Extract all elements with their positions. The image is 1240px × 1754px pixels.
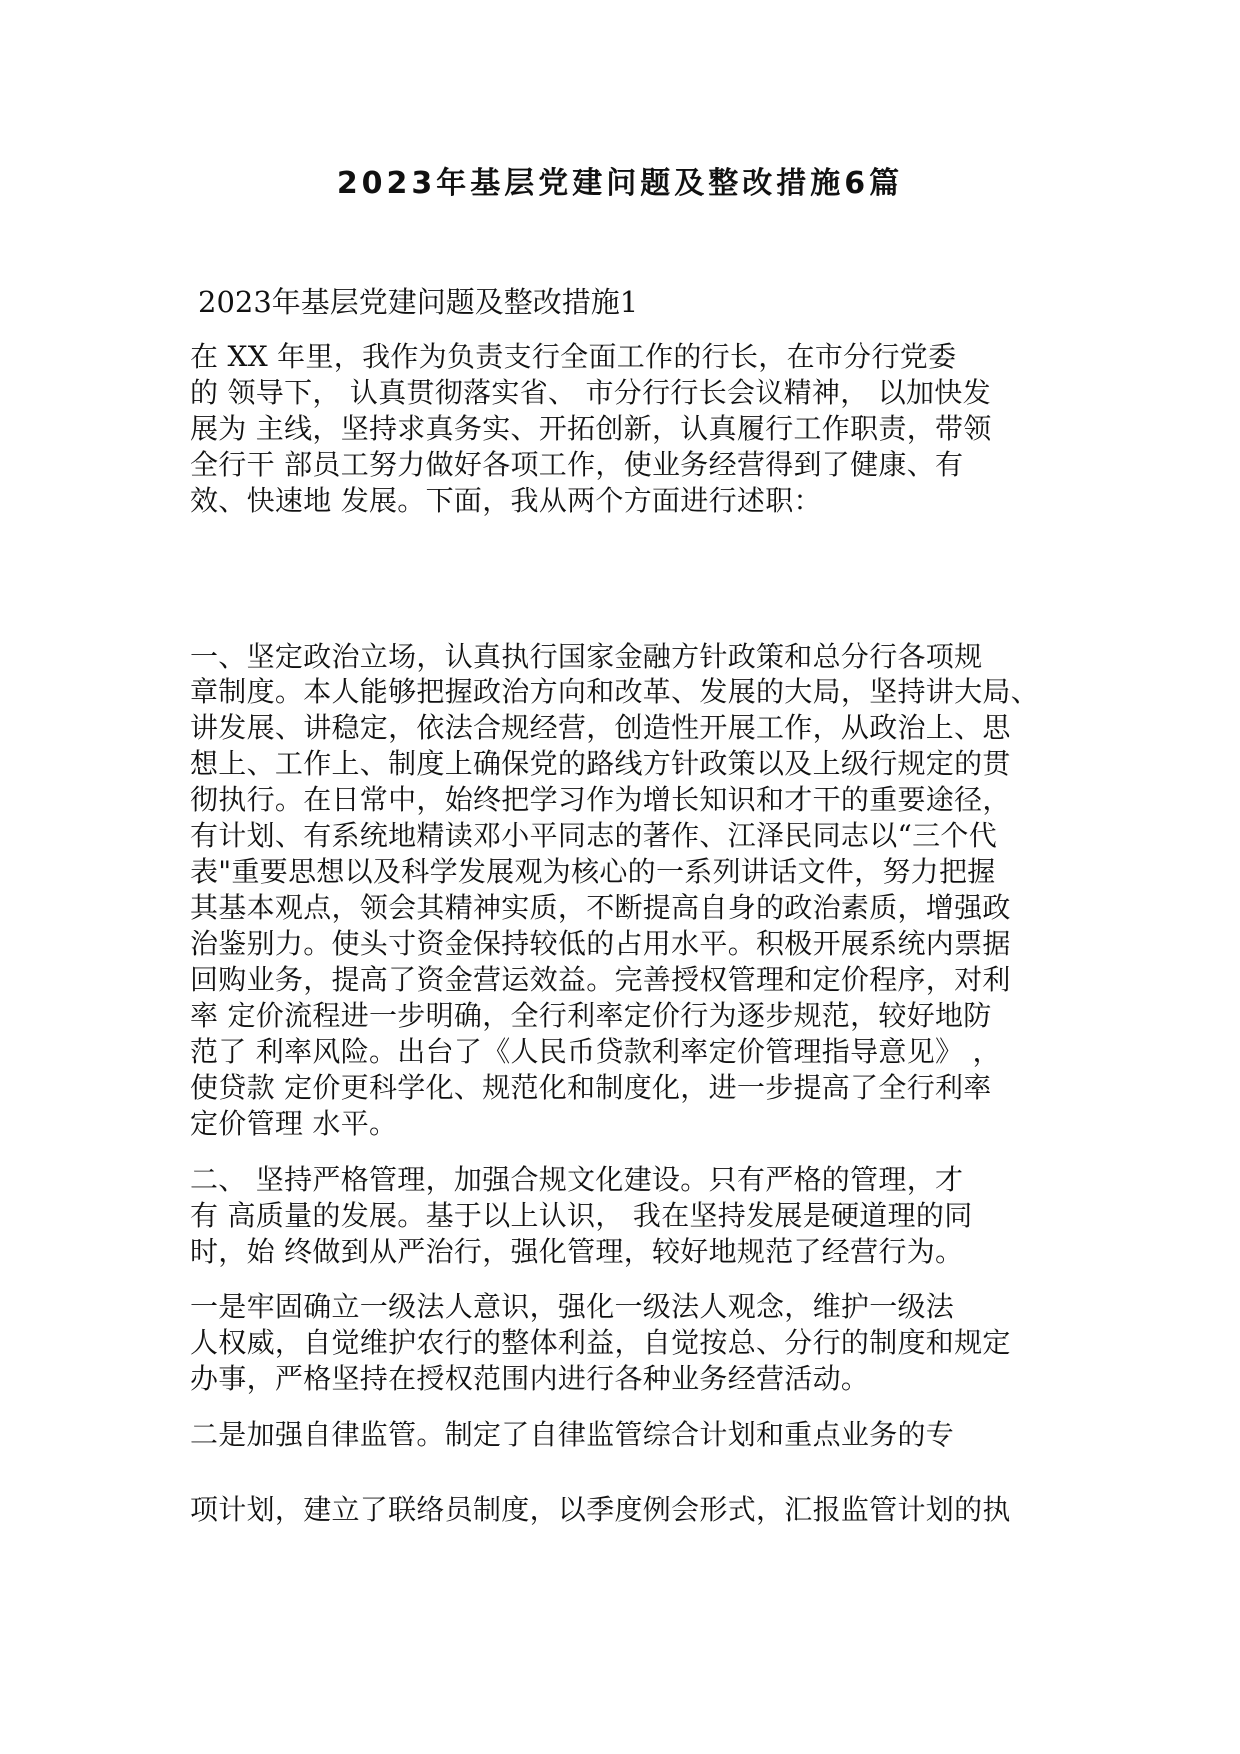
text-line: 展为 主线，坚持求真务实、开拓创新，认真履行工作职责，带领 <box>190 412 992 445</box>
text-line: 治鉴别力。使头寸资金保持较低的占用水平。积极开展系统内票据 <box>190 927 1011 960</box>
text-line: 一是牢固确立一级法人意识，强化一级法人观念，维护一级法 <box>190 1290 955 1323</box>
text-line: 定价管理 水平。 <box>190 1107 398 1140</box>
text-line: 人权威，自觉维护农行的整体利益，自觉按总、分行的制度和规定 <box>190 1326 1011 1359</box>
text-line: 办事，严格坚持在授权范围内进行各种业务经营活动。 <box>190 1362 870 1395</box>
text-line: 二是加强自律监管。制定了自律监管综合计划和重点业务的专 <box>190 1418 955 1451</box>
text-line: 使贷款 定价更科学化、规范化和制度化，进一步提高了全行利率 <box>190 1071 992 1104</box>
text-line: 二、 坚持严格管理，加强合规文化建设。只有严格的管理，才 <box>190 1163 964 1196</box>
text-line: 其基本观点，领会其精神实质，不断提高自身的政治素质，增强政 <box>190 891 1011 924</box>
text-line: 一、坚定政治立场，认真执行国家金融方针政策和总分行各项规 <box>190 640 983 673</box>
text-line: 有 高质量的发展。基于以上认识， 我在坚持发展是硬道理的同 <box>190 1199 973 1232</box>
text-line: 的 领导下， 认真贯彻落实省、 市分行行长会议精神， 以加快发 <box>190 376 991 409</box>
text-line: 在 XX 年里，我作为负责支行全面工作的行长，在市分行党委 <box>190 340 957 373</box>
text-line: 范了 利率风险。出台了《人民币贷款利率定价管理指导意见》 ， <box>190 1035 1001 1068</box>
text-line: 彻执行。在日常中，始终把学习作为增长知识和才干的重要途径， <box>190 783 1011 816</box>
text-line: 项计划，建立了联络员制度，以季度例会形式，汇报监管计划的执 <box>190 1493 1011 1526</box>
text-line: 章制度。本人能够把握政治方向和改革、发展的大局，坚持讲大局、 <box>190 675 1040 708</box>
text-line: 表"重要思想以及科学发展观为核心的一系列讲话文件，努力把握 <box>190 855 996 888</box>
section-heading: 2023年基层党建问题及整改措施1 <box>198 285 639 319</box>
text-line: 全行干 部员工努力做好各项工作，使业务经营得到了健康、有 <box>190 448 964 481</box>
text-line: 回购业务，提高了资金营运效益。完善授权管理和定价程序，对利 <box>190 963 1011 996</box>
text-line: 讲发展、讲稳定，依法合规经营，创造性开展工作，从政治上、思 <box>190 711 1011 744</box>
text-line: 效、快速地 发展。下面，我从两个方面进行述职： <box>190 484 822 517</box>
text-line: 有计划、有系统地精读邓小平同志的著作、江泽民同志以“三个代 <box>190 819 998 852</box>
text-line: 想上、工作上、制度上确保党的路线方针政策以及上级行规定的贯 <box>190 747 1011 780</box>
text-line: 时，始 终做到从严治行，强化管理，较好地规范了经营行为。 <box>190 1235 964 1268</box>
text-line: 率 定价流程进一步明确，全行利率定价行为逐步规范，较好地防 <box>190 999 992 1032</box>
document-title: 2023年基层党建问题及整改措施6篇 <box>336 166 904 201</box>
